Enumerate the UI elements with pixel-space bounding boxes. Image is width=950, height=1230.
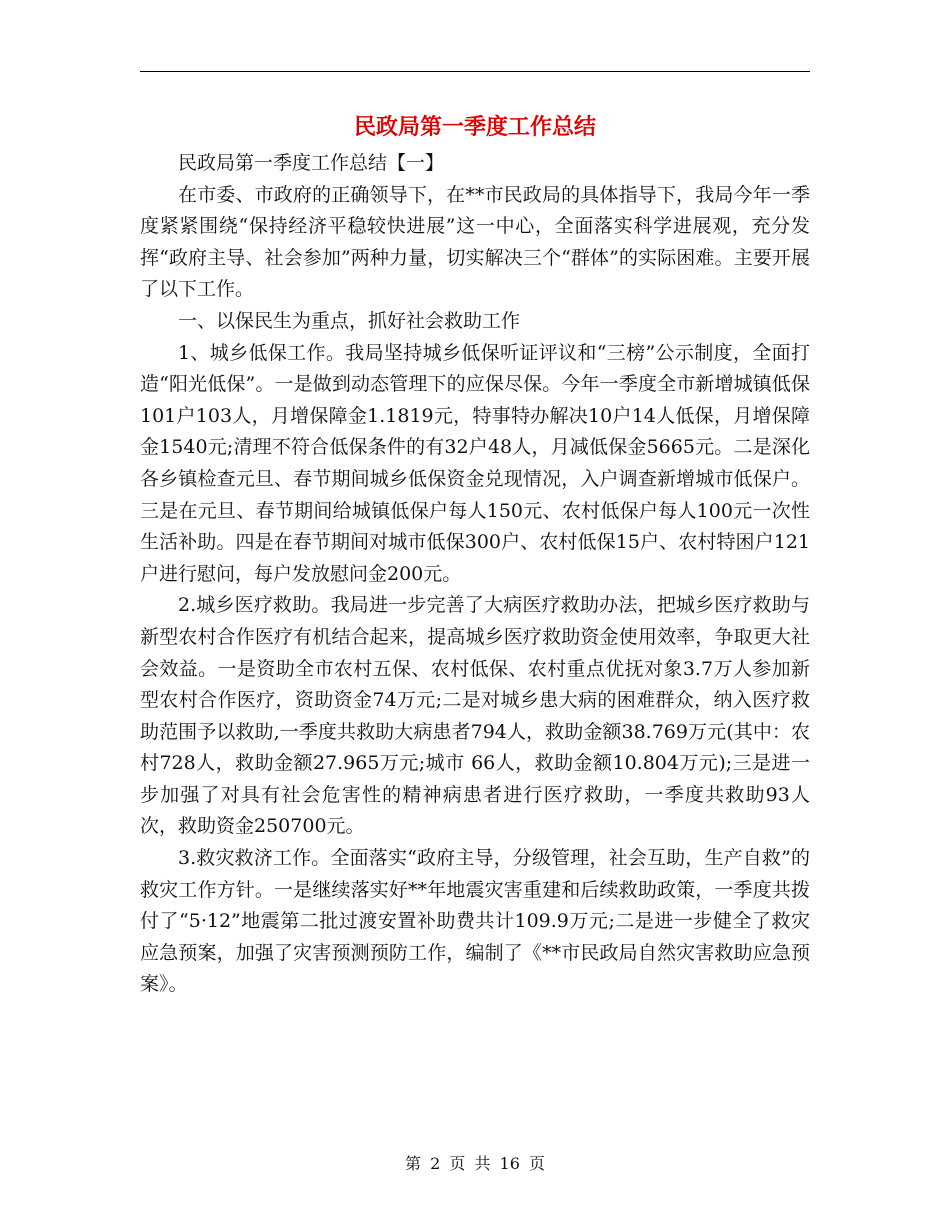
paragraph-medical-assistance: 2.城乡医疗救助。我局进一步完善了大病医疗救助办法，把城乡医疗救助与新型农村合作医疗有机结合起来，提高城乡医疗救助资金使用效率，争取更大社会效益。一是资助全市农村五保、农村低保、农村重点优抚对象3.7万人参加新型农村合作医疗，资助资金74万元;二是对城乡患大病的困难群众，纳入医疗救助范围予以救助,一季度共救助大病患者794人，救助金额38.769万元(其中：农村728人，救助金额27.965万元;城市 66人，救助金额10.804万元);三是进一步加强了对具有社会危害性的精神病患者进行医疗救助，一季度共救助93人次，救助资金250700元。 [140, 594, 810, 838]
header-rule [140, 71, 810, 72]
page-footer: 第 2 页 共 16 页 [405, 1154, 545, 1173]
subsection-heading: 一、以保民生为重点，抓好社会救助工作 [178, 309, 521, 332]
paragraph-low-income-security: 1、城乡低保工作。我局坚持城乡低保听证评议和“三榜”公示制度，全面打造“阳光低保”。一是做到动态管理下的应保尽保。今年一季度全市新增城镇低保101户103人，月增保障金1.1819元，特事特办解决10户14人低保，月增保障金1540元;清理不符合低保条件的有32户48人，月减低保金5665元。二是深化各乡镇检查元旦、春节期间城乡低保资金兑现情况，入户调查新增城市低保户。三是在元旦、春节期间给城镇低保户每人150元、农村低保户每人100元一次性生活补助。四是在春节期间对城市低保300户、农村低保15户、农村特困户121户进行慰问，每户发放慰问金200元。 [140, 341, 810, 585]
section-heading: 民政局第一季度工作总结【一】 [178, 152, 445, 174]
document-body [140, 148, 810, 1001]
paragraph-disaster-relief: 3.救灾救济工作。全面落实“政府主导，分级管理，社会互助，生产自救”的救灾工作方针。一是继续落实好**年地震灾害重建和后续救助政策，一季度共拨付了“5·12”地震第二批过渡安置补助费共计109.9万元;二是进一步健全了救灾应急预案，加强了灾害预测预防工作，编制了《**市民政局自然灾害救助应急预案》。 [140, 847, 810, 996]
intro-paragraph: 在市委、市政府的正确领导下，在**市民政局的具体指导下，我局今年一季度紧紧围绕“保持经济平稳较快进展”这一中心，全面落实科学进展观，充分发挥“政府主导、社会参加”两种力量，切实解决三个“群体”的实际困难。主要开展了以下工作。 [140, 183, 810, 301]
document-title: 民政局第一季度工作总结 [353, 114, 596, 140]
